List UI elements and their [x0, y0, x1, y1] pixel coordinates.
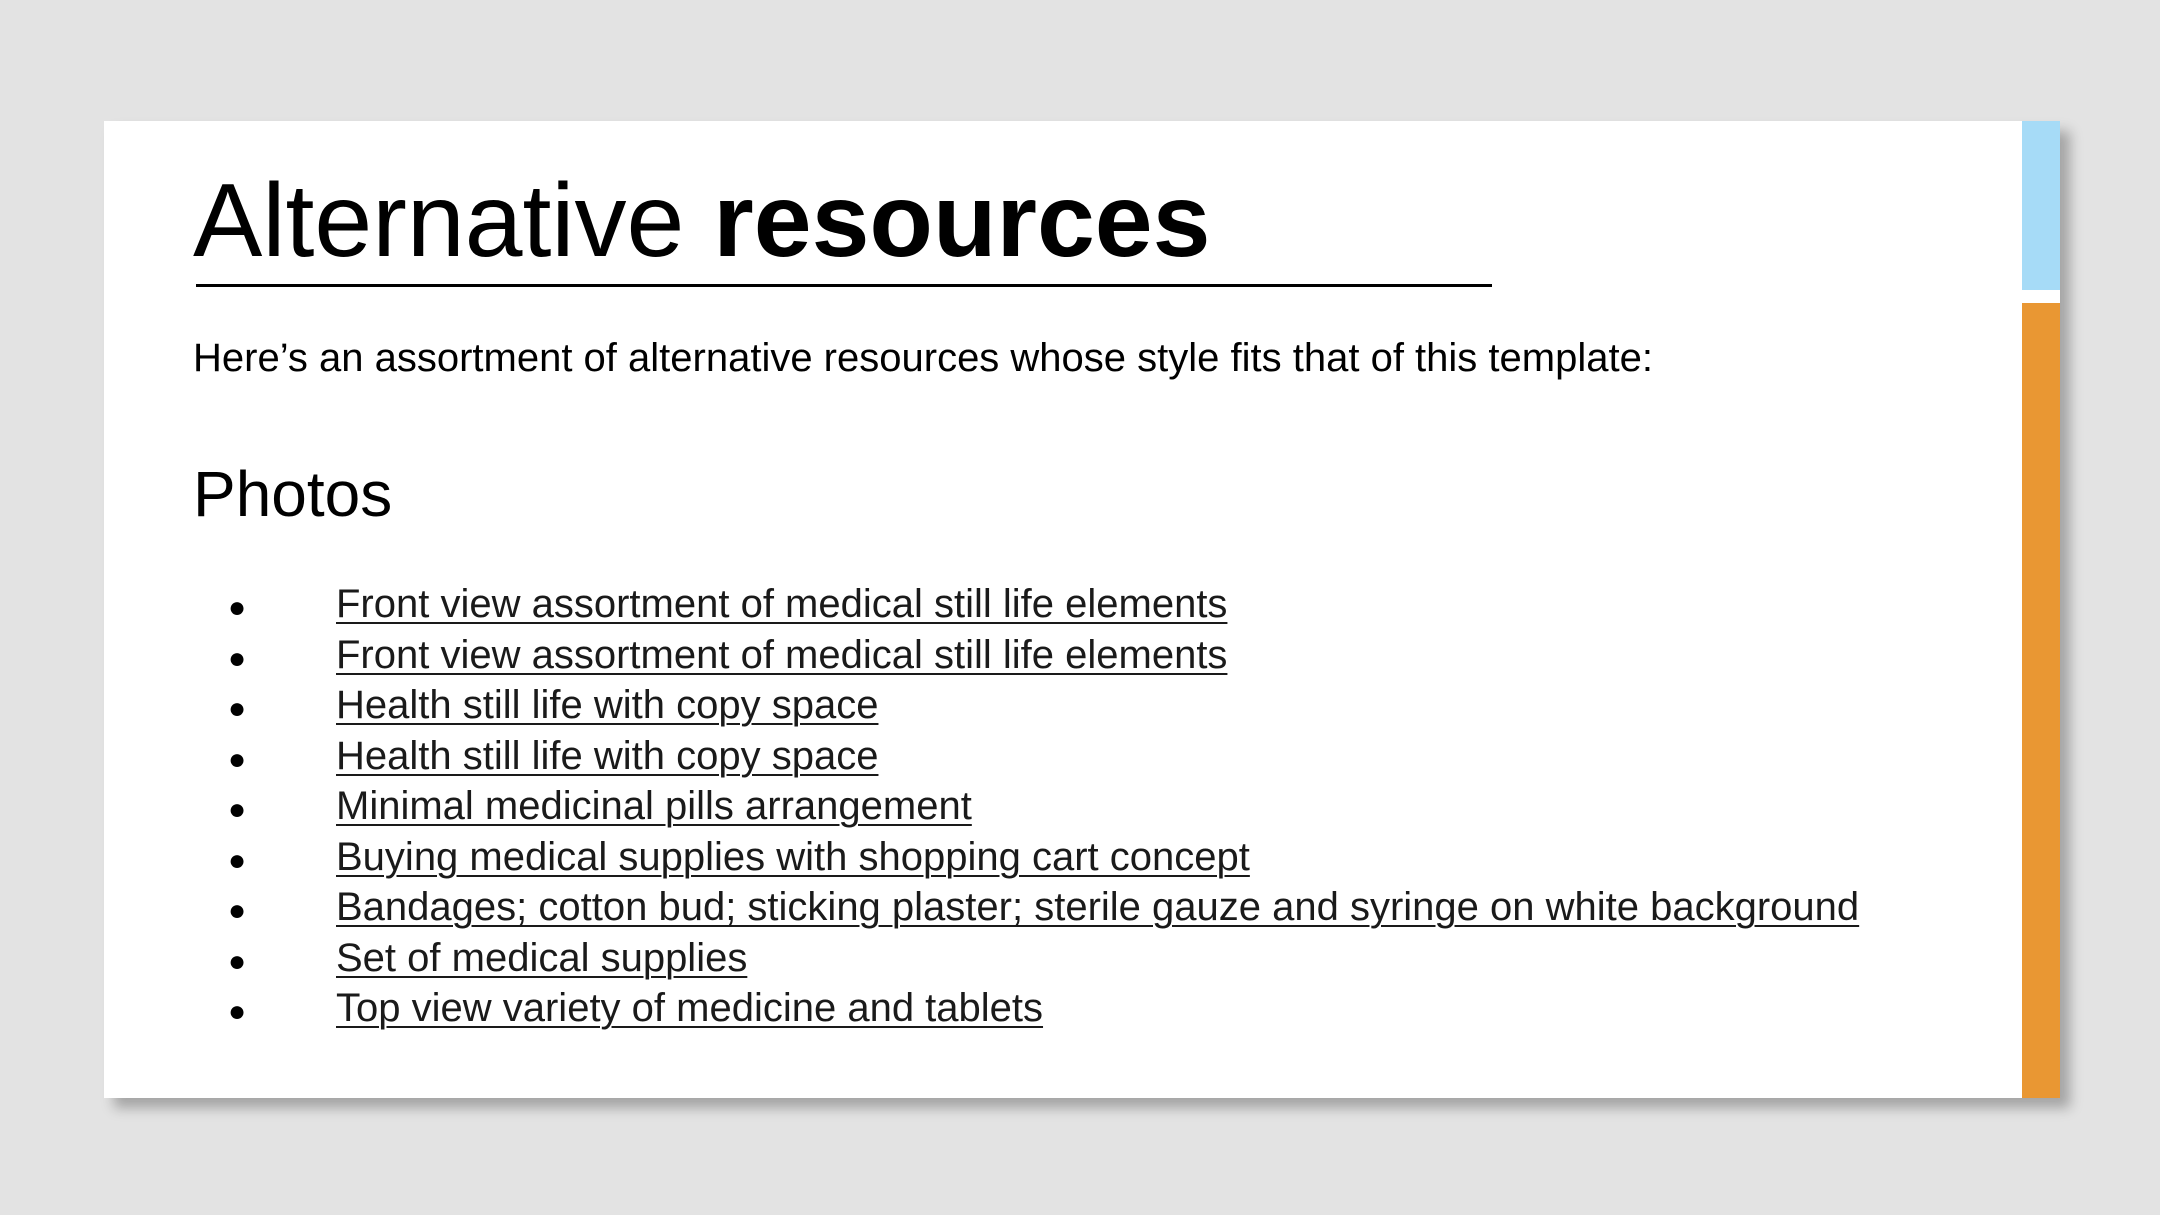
list-item [228, 832, 1859, 883]
bullet-icon: ● [228, 591, 247, 624]
list-item [228, 680, 1859, 731]
list-item [228, 933, 1859, 984]
resource-link[interactable]: Front view assortment of medical still life elements [336, 632, 1228, 677]
list-item [228, 882, 1859, 933]
intro-text: Here’s an assortment of alternative resources whose style fits that of this template: [193, 336, 1653, 380]
bullet-icon: ● [228, 843, 247, 877]
list-item [228, 731, 1859, 782]
bullet-icon: ● [228, 793, 247, 826]
list-item [228, 630, 1859, 681]
bullet-icon: ● [228, 692, 247, 725]
photo-link-list [228, 579, 1859, 1034]
title-regular: Alternative [193, 163, 685, 279]
bullet-icon: ● [228, 944, 247, 978]
accent-bar-blue [2022, 121, 2060, 290]
resource-link[interactable]: Minimal medicinal pills arrangement [336, 784, 972, 828]
section-heading-photos: Photos [193, 458, 393, 530]
bullet-icon: ● [228, 742, 247, 776]
resource-link[interactable]: Health still life with copy space [336, 683, 879, 727]
bullet-icon: ● [228, 641, 247, 675]
resource-link[interactable]: Front view assortment of medical still life elements [336, 582, 1228, 626]
bullet-icon: ● [228, 894, 247, 927]
bullet-icon: ● [228, 995, 247, 1028]
list-item [228, 579, 1859, 630]
slide-title [193, 159, 1210, 284]
slide [104, 121, 2060, 1098]
title-divider [196, 284, 1492, 287]
resource-link[interactable]: Top view variety of medicine and tablets [336, 986, 1044, 1030]
title-bold: resources [713, 163, 1211, 279]
list-item [228, 781, 1859, 832]
list-item [228, 983, 1859, 1034]
resource-link[interactable]: Buying medical supplies with shopping cart concept [336, 834, 1250, 879]
resource-link[interactable]: Health still life with copy space [336, 733, 879, 778]
accent-bar-orange [2022, 303, 2060, 1098]
resource-link[interactable]: Bandages; cotton bud; sticking plaster; sterile gauze and syringe on white background [336, 885, 1860, 929]
resource-link[interactable]: Set of medical supplies [336, 935, 748, 980]
